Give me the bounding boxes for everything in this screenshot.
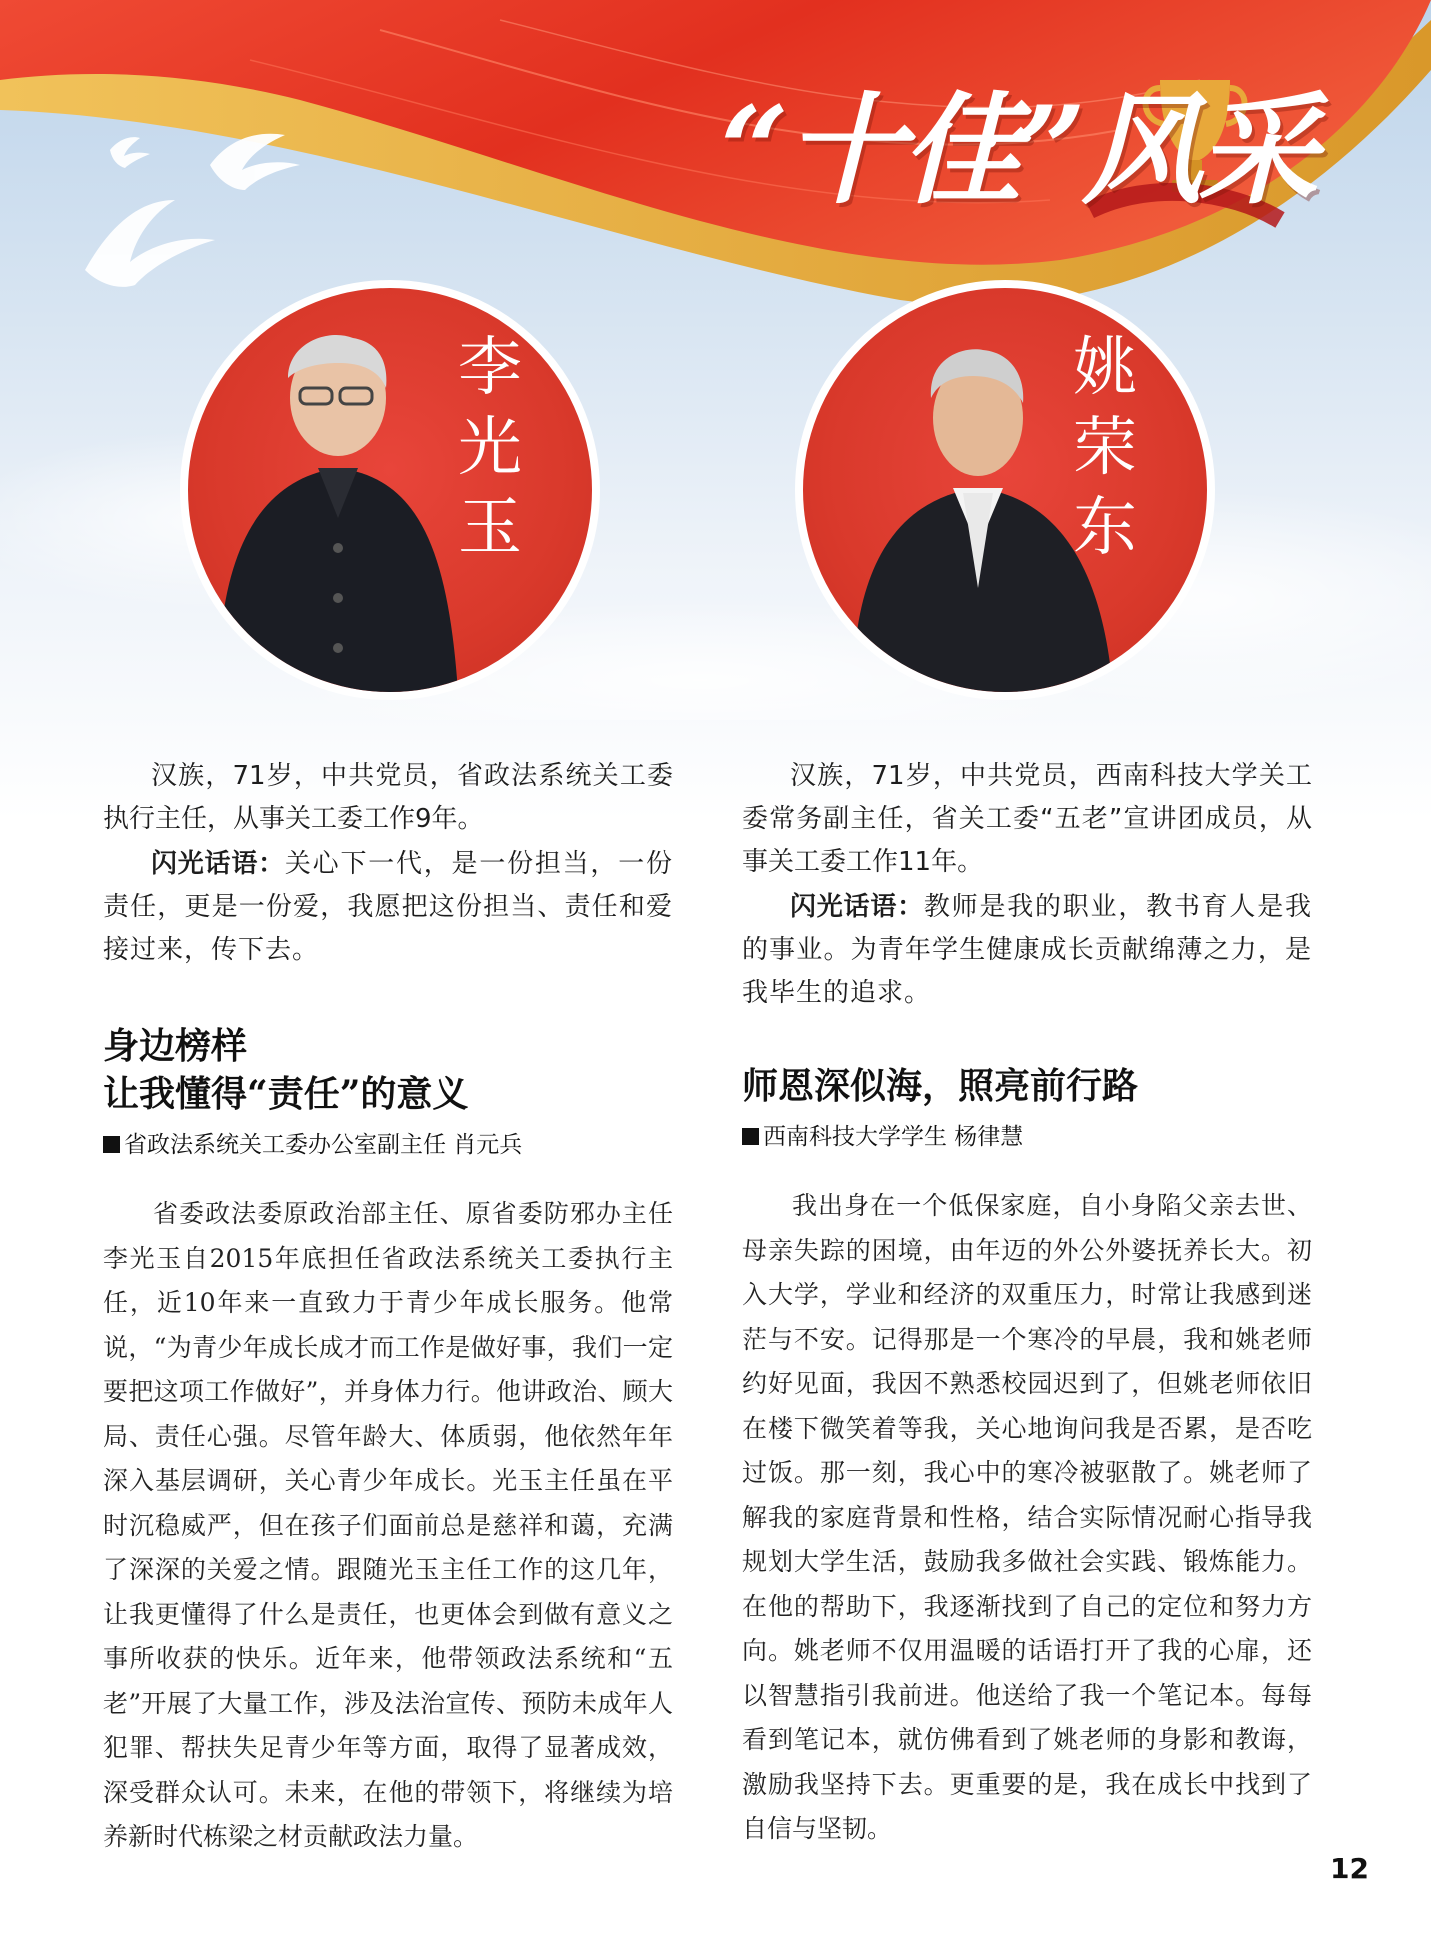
quote-text-left: 关心下一代，是一份担当，一份责任，更是一份爱，我愿把这份担当、责任和爱接过来，传下去。 bbox=[103, 849, 673, 965]
article-heading-left bbox=[103, 1022, 673, 1118]
right-column bbox=[742, 755, 1312, 1015]
article-body-left: 省委政法委原政治部主任、原省委防邪办主任李光玉自2015年底担任省政法系统关工委执行主任，近10年来一直致力于青少年成长服务。他常说，“为青少年成长成才而工作是做好事，我们一定要把这项工作做好”，并身体力行。他讲政治、顾大局、责任心强。尽管年龄大、体质弱，他依然年年深入基层调研，关心青少年成长。光玉主任虽在平时沉稳威严，但在孩子们面前总是慈祥和蔼，充满了深深的关爱之情。跟随光玉主任工作的这几年，让我更懂得了什么是责任，也更体会到做有意义之事所收获的快乐。近年来，他带领政法系统和“五老”开展了大量工作，涉及法治宣传、预防未成年人犯罪、帮扶失足青少年等方面，取得了显著成效，深受群众认可。未来，在他的带领下，将继续为培养新时代栋梁之材贡献政法力量。 bbox=[103, 1199, 673, 1851]
byline-text-left: 省政法系统关工委办公室副主任 肖元兵 bbox=[124, 1132, 523, 1158]
quote-text-right: 教师是我的职业，教书育人是我的事业。为青年学生健康成长贡献绵薄之力，是我毕生的追求。 bbox=[742, 892, 1312, 1008]
name-vertical-left: 李 光 玉 bbox=[458, 331, 522, 565]
person-photo-left bbox=[188, 288, 592, 692]
left-column bbox=[103, 755, 673, 972]
quote-right bbox=[742, 886, 1312, 1015]
quote-left bbox=[103, 843, 673, 972]
right-article bbox=[742, 1062, 1312, 1852]
portrait-yao-rongdong bbox=[795, 280, 1215, 700]
profile-intro-left: 汉族，71岁，中共党员，省政法系统关工委执行主任，从事关工委工作9年。 bbox=[103, 761, 673, 834]
article-heading-right: 师恩深似海，照亮前行路 bbox=[742, 1065, 1139, 1107]
byline-left bbox=[103, 1128, 673, 1162]
portrait-li-guangyu bbox=[180, 280, 600, 700]
article-body-right: 我出身在一个低保家庭，自小身陷父亲去世、母亲失踪的困境，由年迈的外公外婆抚养长大。初入大学，学业和经济的双重压力，时常让我感到迷茫与不安。记得那是一个寒冷的早晨，我和姚老师约好见面，我因不熟悉校园迟到了，但姚老师依旧在楼下微笑着等我，关心地询问我是否累，是否吃过饭。那一刻，我心中的寒冷被驱散了。姚老师了解我的家庭背景和性格，结合实际情况耐心指导我规划大学生活，鼓励我多做社会实践、锻炼能力。在他的帮助下，我逐渐找到了自己的定位和努力方向。姚老师不仅用温暖的话语打开了我的心扉，还以智慧指引我前进。他送给了我一个笔记本。每每看到笔记本，就仿佛看到了姚老师的身影和教诲，激励我坚持下去。更重要的是，我在成长中找到了自信与坚韧。 bbox=[742, 1191, 1312, 1843]
banner-title: “十佳”风采 bbox=[720, 80, 1315, 221]
heading-line1-left: 身边榜样 bbox=[103, 1025, 248, 1067]
page-number: 12 bbox=[1330, 1852, 1369, 1885]
bird-icon bbox=[85, 134, 300, 287]
profile-intro-right: 汉族，71岁，中共党员，西南科技大学关工委常务副主任，省关工委“五老”宣讲团成员，从事关工委工作11年。 bbox=[742, 761, 1312, 877]
square-bullet-icon bbox=[103, 1136, 120, 1153]
heading-line2-left: 让我懂得“责任”的意义 bbox=[103, 1073, 469, 1115]
left-article bbox=[103, 1022, 673, 1860]
byline-right bbox=[742, 1120, 1312, 1154]
square-bullet-icon bbox=[742, 1128, 759, 1145]
byline-text-right: 西南科技大学学生 杨律慧 bbox=[763, 1124, 1024, 1150]
person-photo-right bbox=[803, 288, 1207, 692]
quote-label-left: 闪光话语： bbox=[151, 849, 285, 879]
name-vertical-right: 姚 荣 东 bbox=[1073, 331, 1137, 565]
quote-label-right: 闪光话语： bbox=[790, 892, 924, 922]
